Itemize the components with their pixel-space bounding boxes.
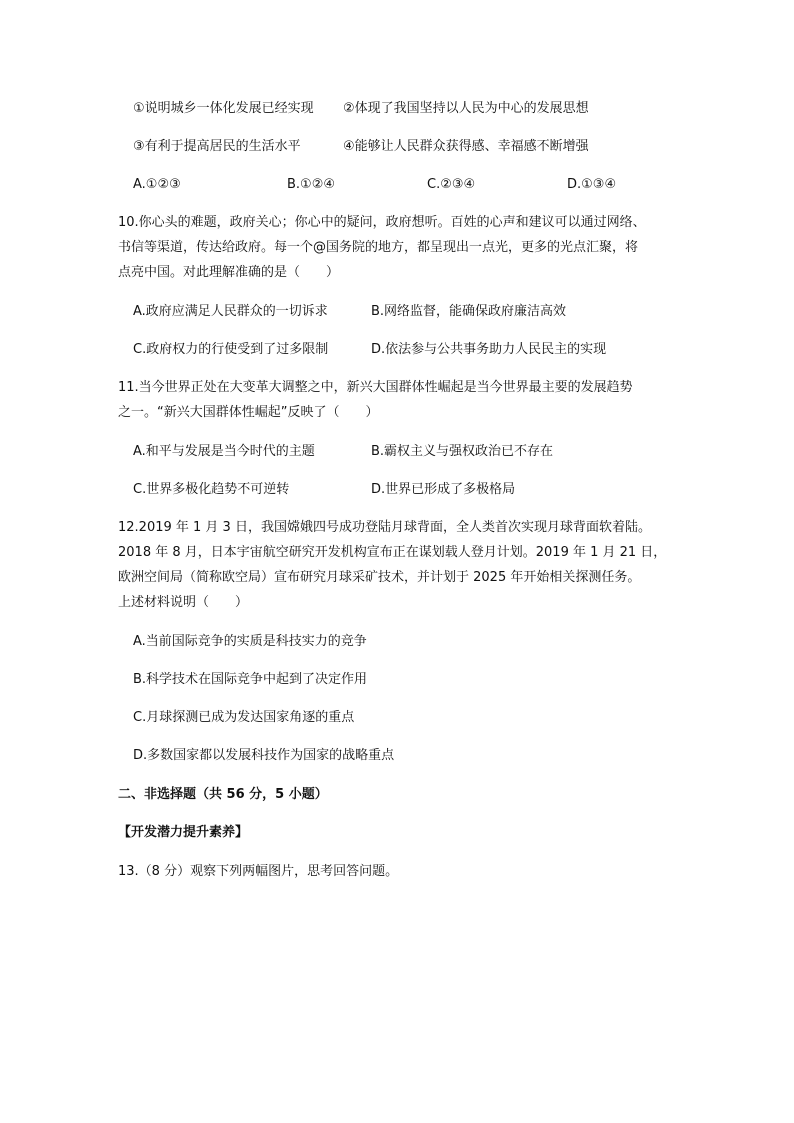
- q12-stem-line-3: 欧洲空间局（简称欧空局）宣布研究月球采矿技术，并计划于 2025 年开始相关探测任务。: [118, 570, 641, 585]
- q12-stem-line-4: 上述材料说明（ ）: [118, 595, 249, 610]
- q9-option-a[interactable]: A.①②③: [133, 177, 181, 192]
- q9-option-c[interactable]: C.②③④: [427, 177, 476, 192]
- q10-stem-line-2: 书信等渠道，传达给政府。每一个@国务院的地方，都呈现出一点光，更多的光点汇聚，将: [118, 240, 639, 255]
- q11-option-a[interactable]: A.和平与发展是当今时代的主题: [133, 444, 315, 459]
- q12-option-c[interactable]: C.月球探测已成为发达国家角逐的重点: [133, 710, 355, 725]
- section-subheading: 【开发潜力提升素养】: [118, 825, 249, 840]
- q10-stem-line-1: 10.你心头的难题，政府关心；你心中的疑问，政府想听。百姓的心声和建议可以通过网络、: [118, 215, 646, 230]
- q9-option-d[interactable]: D.①③④: [567, 177, 617, 192]
- q11-stem-line-2: 之一。“新兴大国群体性崛起”反映了（ ）: [118, 405, 379, 420]
- q10-option-c[interactable]: C.政府权力的行使受到了过多限制: [133, 342, 329, 357]
- section-heading: 二、非选择题（共 56 分，5 小题）: [118, 787, 328, 802]
- q10-option-a[interactable]: A.政府应满足人民群众的一切诉求: [133, 304, 328, 319]
- q9-option-b[interactable]: B.①②④: [287, 177, 336, 192]
- q10-stem-line-3: 点亮中国。对此理解准确的是（ ）: [118, 265, 340, 280]
- q9-statement-4: ④能够让人民群众获得感、幸福感不断增强: [343, 139, 589, 154]
- q11-option-c[interactable]: C.世界多极化趋势不可逆转: [133, 482, 290, 497]
- q10-option-b[interactable]: B.网络监督，能确保政府廉洁高效: [371, 304, 567, 319]
- q12-option-d[interactable]: D.多数国家都以发展科技作为国家的战略重点: [133, 748, 395, 763]
- q11-option-b[interactable]: B.霸权主义与强权政治已不存在: [371, 444, 554, 459]
- q13-stem: 13.（8 分）观察下列两幅图片，思考回答问题。: [118, 864, 399, 879]
- q12-option-b[interactable]: B.科学技术在国际竞争中起到了决定作用: [133, 672, 368, 687]
- q12-stem-line-1: 12.2019 年 1 月 3 日，我国嫦娥四号成功登陆月球背面，全人类首次实现月球背面软着陆。: [118, 520, 651, 535]
- q9-statement-2: ②体现了我国坚持以人民为中心的发展思想: [343, 101, 589, 116]
- q9-statement-1: ①说明城乡一体化发展已经实现: [133, 101, 314, 116]
- q12-stem-line-2: 2018 年 8 月，日本宇宙航空研究开发机构宣布正在谋划载人登月计划。2019 年 1 月 21 日，: [118, 545, 667, 560]
- q11-option-d[interactable]: D.世界已形成了多极格局: [371, 482, 516, 497]
- q12-option-a[interactable]: A.当前国际竞争的实质是科技实力的竞争: [133, 634, 367, 649]
- q9-statement-3: ③有利于提高居民的生活水平: [133, 139, 301, 154]
- q11-stem-line-1: 11.当今世界正处在大变革大调整之中，新兴大国群体性崛起是当今世界最主要的发展趋势: [118, 380, 633, 395]
- q10-option-d[interactable]: D.依法参与公共事务助力人民民主的实现: [371, 342, 607, 357]
